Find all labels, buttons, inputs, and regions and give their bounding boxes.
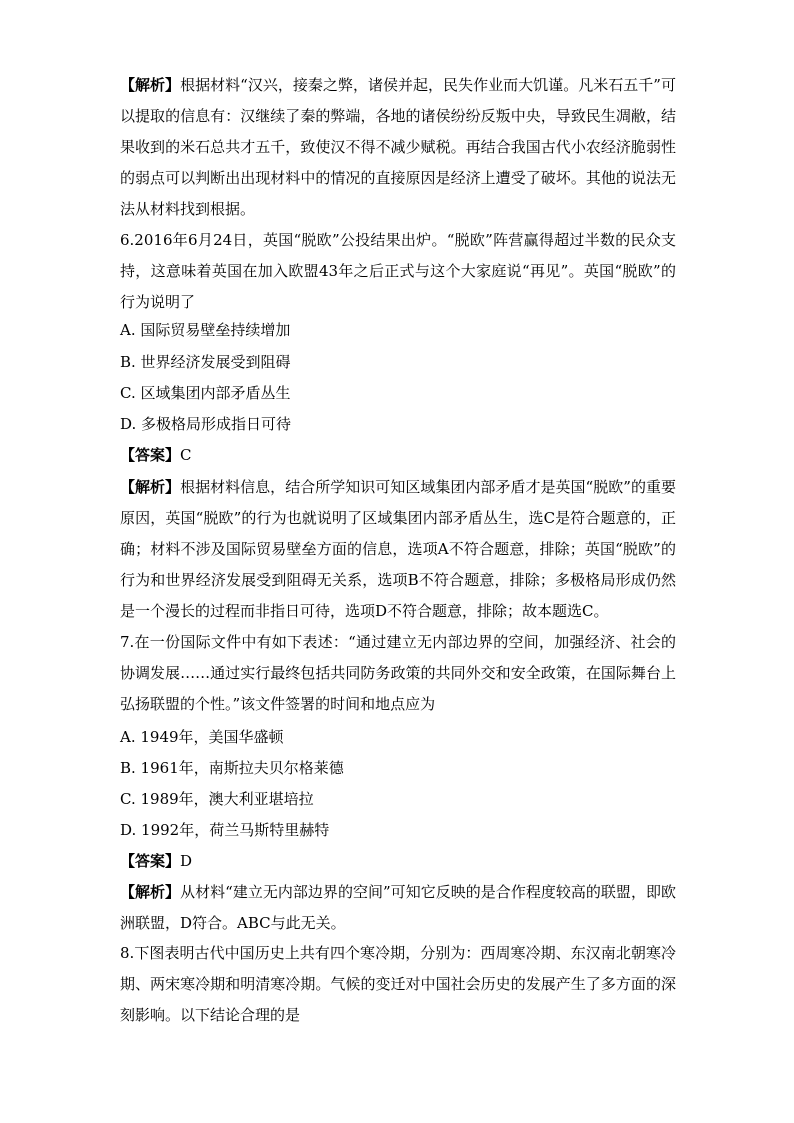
analysis-text: 从材料“建立无内部边界的空间”可知它反映的是合作程度较高的联盟，即欧洲联盟，D符合。ABC与此无关。 [120, 883, 676, 932]
q6-analysis [120, 472, 676, 627]
q6-option-d: D. 多极格局形成指日可待 [120, 415, 292, 433]
answer-value: D [180, 852, 193, 870]
answer-tag: 【答案】 [120, 852, 181, 870]
q6-option-c: C. 区域集团内部矛盾丛生 [120, 384, 291, 402]
q7-option-d: D. 1992年，荷兰马斯特里赫特 [120, 821, 330, 839]
q6-option-a: A. 国际贸易壁垒持续增加 [120, 321, 291, 339]
q6-answer [120, 445, 192, 465]
q7-answer [120, 851, 192, 871]
analysis-text: 根据材料“汉兴，接秦之弊，诸侯并起，民失作业而大饥谨。凡米石五千”可以提取的信息有：汉继续了秦的弊端，各地的诸侯纷纷反叛中央，导致民生凋敝，结果收到的米石总共才五千，致使汉不得不减少赋税。再结合我国古代小农经济脆弱性的弱点可以判断出出现材料中的情况的直接原因是经济上遭受了破坏。其他的说法无法从材料找到根据。 [120, 76, 676, 218]
question-6-stem: 6.2016年6月24日，英国“脱欧”公投结果出炉。“脱欧”阵营赢得超过半数的民众支持，这意味着英国在加入欧盟43年之后正式与这个大家庭说“再见”。英国“脱欧”的行为说明了 [120, 231, 676, 311]
answer-value: C [180, 446, 192, 464]
q7-option-c: C. 1989年，澳大利亚堪培拉 [120, 790, 314, 808]
analysis-tag: 【解析】 [120, 478, 181, 496]
q7-analysis [120, 877, 676, 939]
analysis-tag: 【解析】 [120, 76, 181, 94]
answer-tag: 【答案】 [120, 446, 181, 464]
question-8-stem: 8.下图表明古代中国历史上共有四个寒冷期，分别为：西周寒冷期、东汉南北朝寒冷期、两宋寒冷期和明清寒冷期。气候的变迁对中国社会历史的发展产生了多方面的深刻影响。以下结论合理的是 [120, 944, 676, 1024]
q7-option-a: A. 1949年，美国华盛顿 [120, 728, 284, 746]
analysis-q5 [120, 70, 676, 225]
analysis-tag: 【解析】 [120, 883, 181, 901]
question-7-stem: 7.在一份国际文件中有如下表述：“通过建立无内部边界的空间，加强经济、社会的协调发展……通过实行最终包括共同防务政策的共同外交和安全政策，在国际舞台上弘扬联盟的个性。”该文件签署的时间和地点应为 [120, 633, 676, 713]
q7-option-b: B. 1961年，南斯拉夫贝尔格莱德 [120, 759, 344, 777]
q6-option-b: B. 世界经济发展受到阻碍 [120, 353, 291, 371]
analysis-text: 根据材料信息，结合所学知识可知区域集团内部矛盾才是英国“脱欧”的重要原因，英国“脱欧”的行为也就说明了区域集团内部矛盾丛生，选C是符合题意的，正确；材料不涉及国际贸易壁垒方面的信息，选项A不符合题意，排除；英国“脱欧”的行为和世界经济发展受到阻碍无关系，选项B不符合题意，排除；多极格局形成仍然是一个漫长的过程而非指日可待，选项D不符合题意，排除；故本题选C。 [120, 478, 676, 620]
